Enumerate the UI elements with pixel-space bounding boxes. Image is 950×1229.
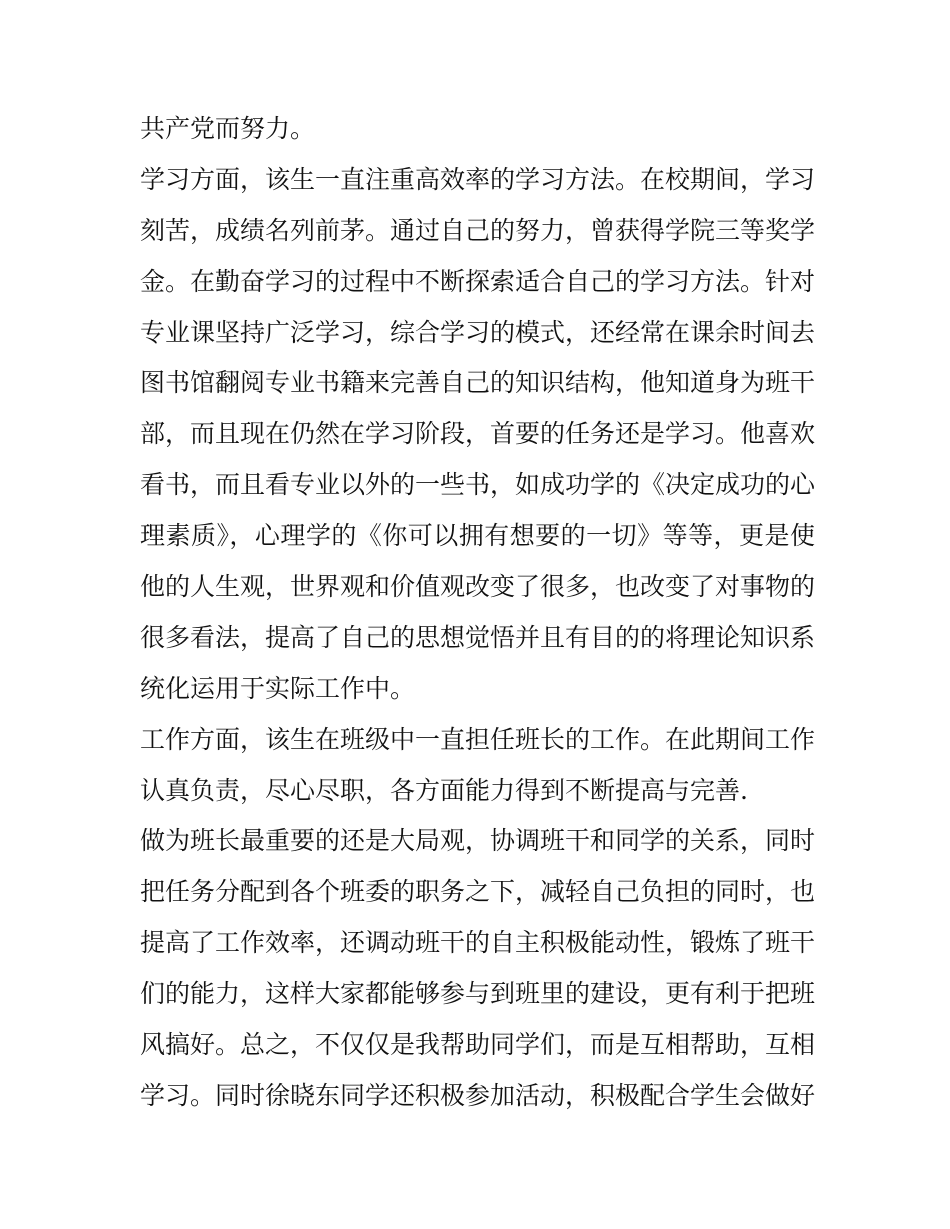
text-line: 金。在勤奋学习的过程中不断探索适合自己的学习方法。针对 xyxy=(140,266,816,296)
text-line: 他的人生观，世界观和价值观改变了很多，也改变了对事物的 xyxy=(140,572,816,602)
text-line: 刻苦，成绩名列前茅。通过自己的努力，曾获得学院三等奖学 xyxy=(140,215,816,245)
text-line: 部，而且现在仍然在学习阶段，首要的任务还是学习。他喜欢 xyxy=(140,419,816,449)
text-line: 看书，而且看专业以外的一些书，如成功学的《决定成功的心 xyxy=(140,470,816,500)
text-line: 学习。同时徐晓东同学还积极参加活动，积极配合学生会做好 xyxy=(140,1080,816,1110)
text-line: 认真负责，尽心尽职，各方面能力得到不断提高与完善. xyxy=(140,775,748,805)
text-line: 统化运用于实际工作中。 xyxy=(140,673,416,703)
text-line: 提高了工作效率，还调动班干的自主积极能动性，锻炼了班干 xyxy=(140,928,816,958)
text-line: 做为班长最重要的还是大局观，协调班干和同学的关系，同时 xyxy=(140,826,816,856)
text-line: 风搞好。总之，不仅仅是我帮助同学们，而是互相帮助，互相 xyxy=(140,1030,816,1060)
text-line: 把任务分配到各个班委的职务之下，减轻自己负担的同时，也 xyxy=(140,877,816,907)
text-line: 共产党而努力。 xyxy=(140,114,316,143)
text-line: 们的能力，这样大家都能够参与到班里的建设，更有利于把班 xyxy=(140,979,816,1009)
text-line: 工作方面，该生在班级中一直担任班长的工作。在此期间工作 xyxy=(140,724,816,754)
document-body xyxy=(140,104,815,1122)
text-line: 很多看法，提高了自己的思想觉悟并且有目的的将理论知识系 xyxy=(140,622,816,652)
text-line: 学习方面，该生一直注重高效率的学习方法。在校期间，学习 xyxy=(140,164,816,194)
text-line: 图书馆翻阅专业书籍来完善自己的知识结构，他知道身为班干 xyxy=(140,368,816,398)
text-line: 专业课坚持广泛学习，综合学习的模式，还经常在课余时间去 xyxy=(140,317,816,347)
text-line: 理素质》，心理学的《你可以拥有想要的一切》等等，更是使 xyxy=(140,521,815,551)
